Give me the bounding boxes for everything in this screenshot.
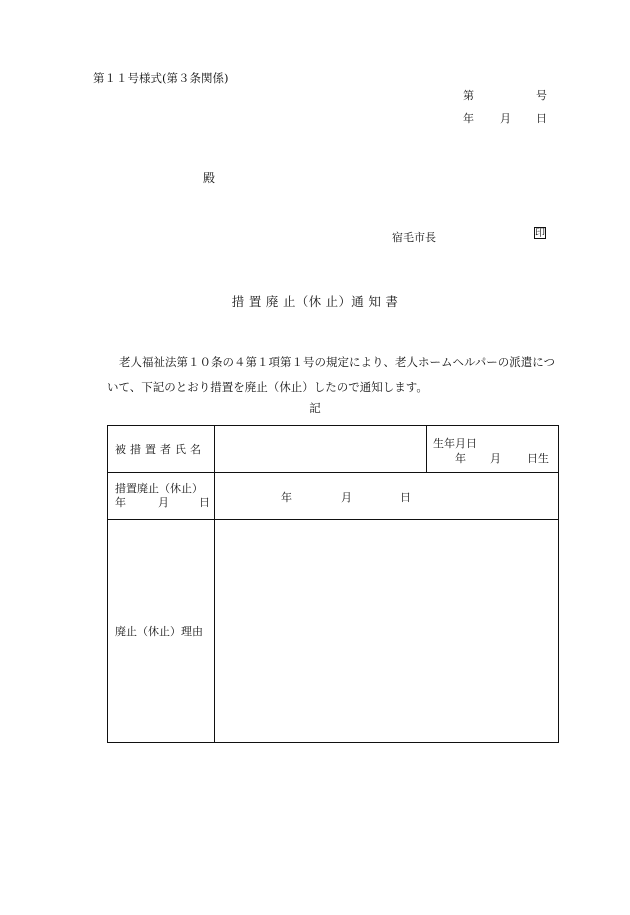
label-year: 年: [115, 496, 126, 509]
table-row-date: [108, 473, 559, 520]
label-month: 月: [158, 496, 169, 509]
birth-month: 月: [490, 452, 501, 465]
discontinue-year: 年: [281, 491, 292, 504]
reason-field: [215, 520, 559, 743]
birth-date-label: 生年月日: [433, 437, 477, 450]
recipient-honorific: 殿: [203, 171, 216, 185]
label-day: 日: [199, 496, 210, 509]
body-line-2: いて、下記のとおり措置を廃止（休止）したので通知します。: [107, 380, 428, 394]
table-row-name: [108, 426, 559, 473]
label-discontinue-line1: 措置廃止（休止）: [115, 482, 203, 495]
label-discontinue-line2: [115, 496, 210, 510]
label-person-name: 被措置者氏名: [108, 426, 215, 473]
seal-mark: 印: [535, 228, 545, 239]
discontinue-month: 月: [341, 491, 352, 504]
notice-table: [107, 425, 559, 743]
person-name-field: [215, 426, 427, 473]
birth-year: 年: [455, 452, 466, 465]
ki-heading: 記: [309, 401, 321, 415]
birth-date-cell: [427, 426, 559, 473]
label-discontinue-date: [108, 473, 215, 520]
number-suffix: 号: [536, 89, 547, 102]
discontinue-date-field: [215, 473, 559, 520]
date-year: 年: [463, 112, 474, 125]
document-title: 措 置 廃 止（休 止）通 知 書: [231, 294, 399, 309]
birth-day: 日生: [527, 452, 549, 465]
table-row-reason: [108, 520, 559, 743]
form-number: 第１１号様式(第３条関係): [93, 71, 229, 85]
issuer-name: 宿毛市長: [392, 231, 436, 244]
date-month: 月: [500, 112, 511, 125]
discontinue-day: 日: [400, 491, 411, 504]
body-line-1: 老人福祉法第１０条の４第１項第１号の規定により、老人ホームヘルパーの派遣につ: [119, 355, 555, 369]
label-reason: 廃止（休止）理由: [108, 520, 215, 743]
body-text: [107, 350, 567, 400]
date-day: 日: [536, 112, 547, 125]
number-prefix: 第: [463, 89, 474, 102]
